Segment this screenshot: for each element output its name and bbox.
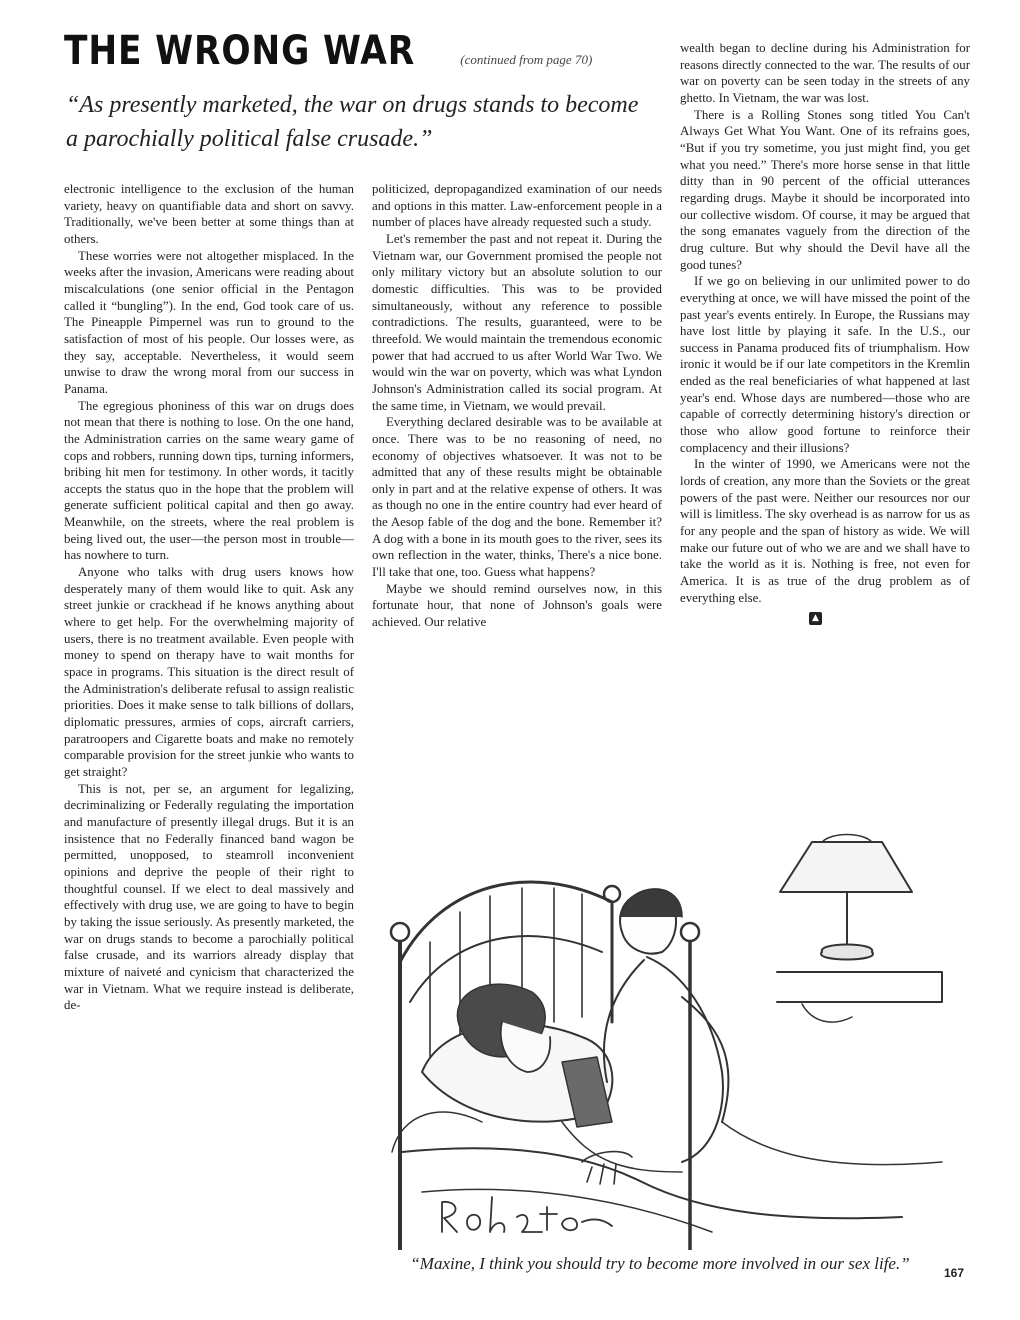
pull-quote: “As presently marketed, the war on drugs stands to become a parochially political false crusade.”	[66, 92, 639, 152]
paragraph: Anyone who talks with drug users knows how desperately many of them would like to quit. Ask any street junkie or crackhead if he knows anything about where to get help. For the overwhelming majority of users, there is no treatment available. Even people with money to spend on therapy have to wait months for space in programs. This situation is the direct result of the Administration's deliberate refusal to assign realistic priorities. Does it make sense to talk billions of dollars, diplomatic pressures, armies of cops, aircraft carriers, paratroopers and Cigarette boats and make no remotely comparable provision for the street junkie who wants to get straight?	[64, 565, 354, 779]
paragraph: There is a Rolling Stones song titled You Can't Always Get What You Want. One of its refrains goes, “But if you try sometime, you just might find, you get what you need.” There's more horse sense in that little ditty than in 90 percent of the official utterances regarding drugs. Maybe it should be incorporated into our collective wisdom. Of course, it may be argued that the song emanates vaguely from the direction of the drug culture. But why should the Devil have all the good tunes?	[680, 107, 970, 272]
page-number: 167	[944, 1266, 965, 1280]
paragraph: The egregious phoniness of this war on drugs does not mean that there is nothing to lose. On the one hand, the Administration carries on the same weary game of cops and robbers, running down tips, turning informers, bribing hit men for testimony. In other words, it tacitly accepts the status quo in the hope that the problem will generate sufficient political capital and then go away. Meanwhile, on the streets, where the real problem is being lived out, the user—the person most in trouble—has nowhere to turn.	[64, 398, 354, 563]
article-title: THE WRONG WAR	[64, 28, 416, 74]
text-column-1	[64, 181, 354, 1014]
article-header	[64, 28, 654, 84]
paragraph: This is not, per se, an argument for legalizing, decriminalizing or Federally regulating the importation and manufacture of presently illegal drugs. But it is an insistence that no Federally financed band wagon be permitted, unopposed, to steamroll inconvenient opinions and deprive the people of their right to thoughtful counsel. If we elect to deal massively and effectively with drug use, we are going to have to begin by taking the issue seriously. As presently marketed, the war on drugs stands to become a parochially political false crusade, and its warriors already display that mixture of naiveté and cynicism that characterized the war in Vietnam. What we require instead is deliberate, de-	[64, 781, 354, 1013]
cartoon-illustration	[382, 822, 952, 1250]
paragraph: electronic intelligence to the exclusion of the human variety, heavy on quantifiable data and short on savvy. Traditionally, we've been better at some things than at others.	[64, 182, 354, 246]
cartoon-caption: “Maxine, I think you should try to become more involved in our sex life.”	[410, 1254, 910, 1273]
paragraph: Maybe we should remind ourselves now, in this fortunate hour, that none of Johnson's goals were achieved. Our relative	[372, 581, 662, 630]
paragraph: Everything declared desirable was to be available at once. There was to be no reasoning of need, no economy of objectives whatsoever. It was not to be admitted that any of these results might be obtainable only in part and at the relative expense of others. It was as though no one in the entire country had ever heard of the Aesop fable of the dog and the bone. Remember it? A dog with a bone in its mouth goes to the river, sees its own reflection in the water, thinks, There's a nice bone. I'll take that one, too. Guess what happens?	[372, 415, 662, 580]
paragraph: wealth began to decline during his Administration for reasons directly connected to the war. The results of our war on poverty can be seen today in the streets of any ghetto. In Vietnam, the war was lost.	[680, 41, 970, 105]
paragraph: If we go on believing in our unlimited power to do everything at once, we will have missed the point of the past year's events entirely. In Europe, the Russians may have lost little by playing it safe. In the U.S., our success in Panama produced fits of triumphalism. How ironic it would be if our late competitors in the Kremlin ended as the real beneficiaries of what happened at last year's end. Whose days are numbered—those who are capable of correctly determining history's direction or those who allow good fortune to reinforce their complacency and their illusions?	[680, 274, 970, 455]
continued-note: (continued from page 70)	[460, 52, 593, 67]
paragraph: These worries were not altogether misplaced. In the weeks after the invasion, Americans were reading about miscalculations (one senior official in the Pentagon called it “bungling”). In the end, God took care of us. The Pineapple Pimpernel was run to ground to the satisfaction of most of his people. Our losses were, as they say, acceptable. Nevertheless, it would seem unwise to draw the wrong moral from our success in Panama.	[64, 248, 354, 396]
paragraph: Let's remember the past and not repeat it. During the Vietnam war, our Government promised the people not only military victory but an absolute solution to our domestic difficulties. This was to be provided simultaneously, without any reference to possible contradictions. The results, guaranteed, were to be threefold. We would maintain the tremendous economic power that had accrued to us after World War Two. We would win the war on poverty, which was what Lyndon Johnson's Administration called its social program. At the same time, in Vietnam, we would prevail.	[372, 231, 662, 413]
text-column-2	[372, 181, 662, 631]
paragraph: In the winter of 1990, we Americans were not the lords of creation, any more than the Soviets or the great powers of the past were. Neither our resources nor our will is limitless. The sky overhead is as narrow for us as for any people and the span of history as wide. We will make our future out of who we are and we shall have to take the world as it is. Nothing is free, not even for America. It is as true of the drug problem as of everything else.	[680, 457, 970, 605]
end-mark-icon: ▲	[809, 612, 822, 625]
paragraph: politicized, depropagandized examination of our needs and options in this matter. Law-enforcement people in a number of places have already requested such a study.	[372, 182, 662, 230]
text-column-3	[680, 40, 970, 625]
